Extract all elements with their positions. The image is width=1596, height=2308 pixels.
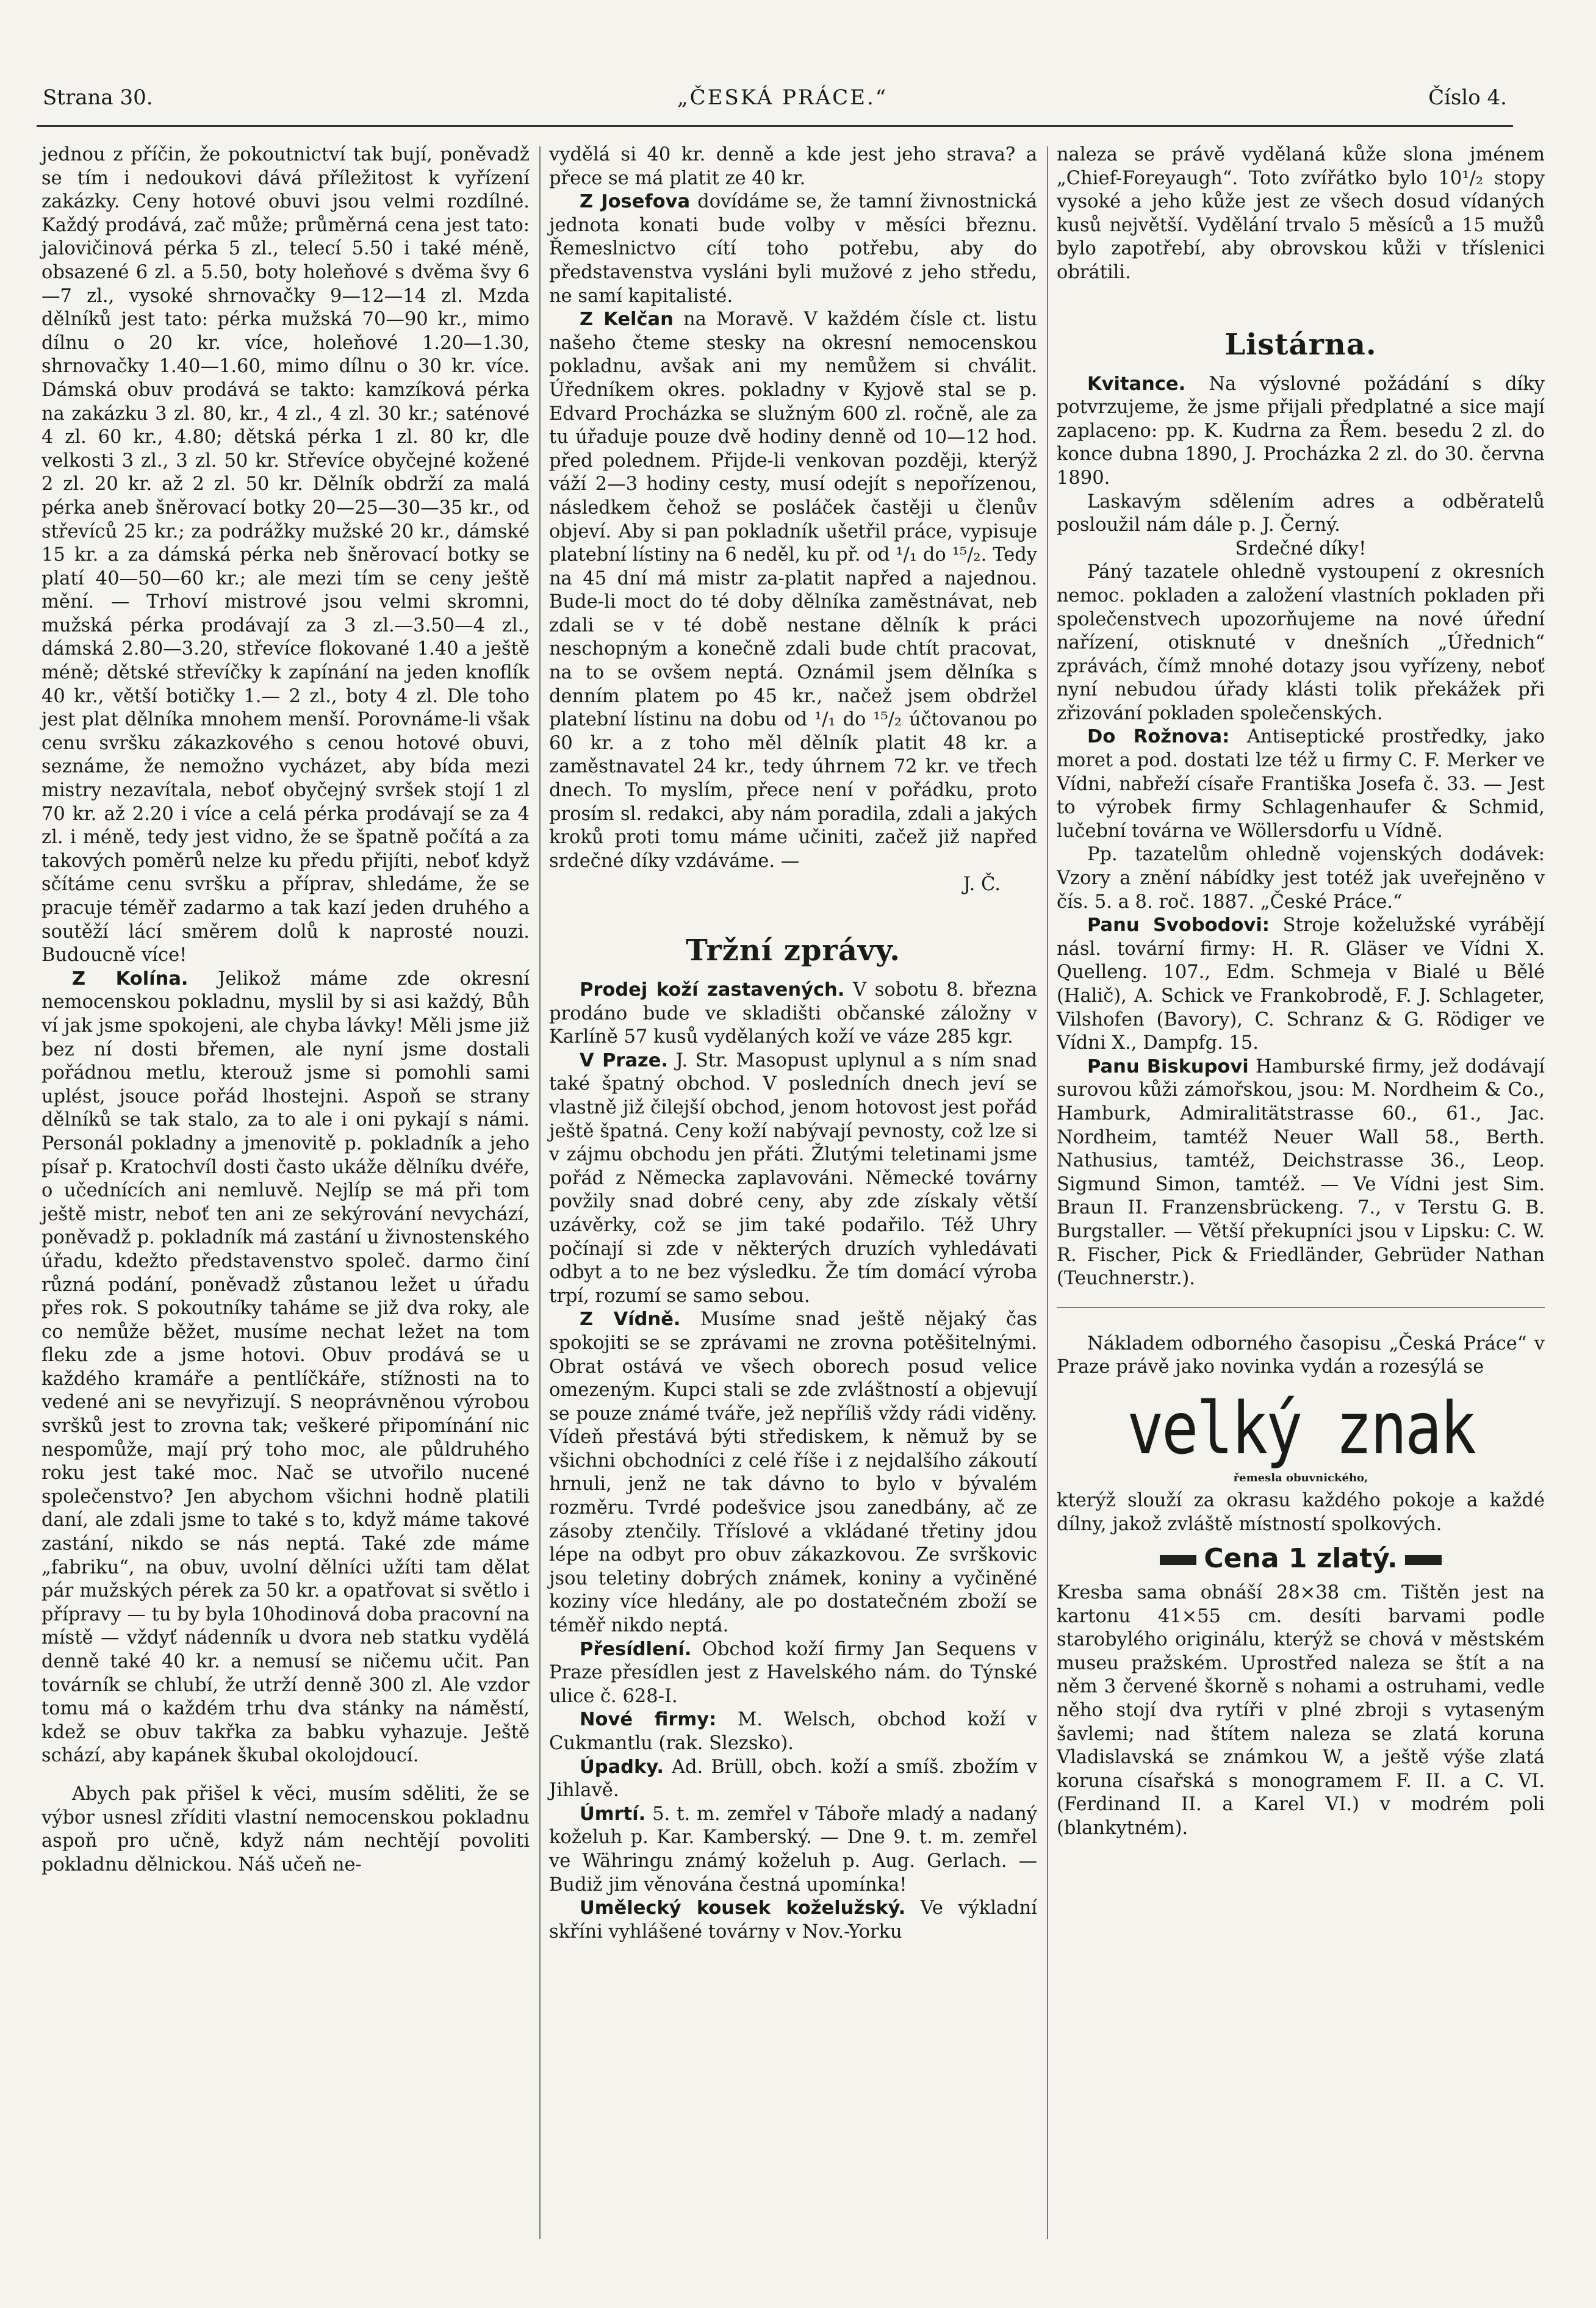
paragraph-kousek bbox=[549, 1897, 1037, 1944]
paragraph-text: 5. t. m. zemřel v Táboře mladý a nadaný koželuh p. Kar. Kamberský. — Dne 9. t. m. zemřel ve Währingu známý koželuh p. Aug. Gerlach. — Budiž jim věnována čestná upomínka! bbox=[549, 1803, 1037, 1896]
paragraph: jednou z příčin, že pokoutnictví tak bují, poněvadž se tím i nedoukovi dává příležitost k vyřízení zakázky. Ceny hotové obuvi jsou velmi rozdílné. Každý prodává, zač může; průměrná cena jest tato: jalovičinová pérka 5 zl., telecí 5.50 i také méně, obsazené 6 zl. a 5.50, boty holeňové s dvěma švy 6—7 zl., vysoké shrnovačky 9—12—14 zl. Mzda dělníků jest tato: pérka mužská 70—90 kr., mimo dílnu o 20 kr. více, holeňové 1.20—1.30, shrnovačky 1.40—1.60, mimo dílnu o 30 kr. více. Dámská obuv prodává se takto: kamzíková pérka na zakázku 3 zl. 80, kr., 4 zl., 4 zl. 30 kr.; saténové 4 zl. 60 kr., 4.80; dětská pérka 1 zl. 80 kr, dle velkosti 3 zl., 3 zl. 50 kr. Střevíce obyčejné kožené 2 zl. 20 kr. až 2 zl. 50 kr. Dělník obdrží za malá pérka aneb šněrovací botky 20—25—30—35 kr., od střevíců 25 kr.; za podrážky mužské 20 kr., dámské 15 kr. a za dámská pérka neb šněrovací botky se platí 40—50—60 kr.; ale mezi tím se ceny ještě mění. — Trhoví mistrové jsou velmi skromni, mužská pérka prodávají za 3 zl.—3.50—4 zl., dámská 2.80—3.20, střevíce flokované 1.40 a ještě méně; dětské střevíčky k zapínání na jeden knoflík 40 kr., větší botičky 1.— 2 zl., boty 4 zl. Dle toho jest plat dělníka mnohem menší. Porovnáme-li však cenu svršku zákazkového s cenou hotové obuvi, seznáme, že nemožno vycházet, aby bída mezi mistry nezavítala, neboť obyčejný svršek stojí 1 zl 70 kr. až 2.20 i více a celá pérka prodávají se za 4 zl. i méně, tedy jest vidno, že se špatně počítá a za takových poměrů nelze ku předu přijíti, neboť když sčítáme cenu svršku a příprav, shledáme, že se pracuje téměř zadarmo a tak kazí jeden druhého a soutěží lácí směrem dolů k naprosté nouzi. Budoucně více! bbox=[41, 144, 530, 966]
section-heading: Panu Svobodovi: bbox=[1087, 915, 1270, 937]
section-heading: Úmrtí. bbox=[580, 1803, 646, 1825]
advert-price bbox=[1057, 1542, 1545, 1575]
paragraph-josefov bbox=[549, 190, 1037, 308]
section-heading: Nové firmy: bbox=[580, 1709, 717, 1731]
paragraph-biskupovi bbox=[1057, 1055, 1545, 1291]
paragraph-text: Stroje koželužské vyrábějí násl. tovární firmy: H. R. Gläser ve Vídni X. Quelleng. 107., Edm. Schmeja v Bialé u Bělé (Halič), A. Schick ve Frankobrodě, F. J. Schlageter, Vilshofen (Bavory), C. Schranz & G. Rödiger ve Vídni X., Dampfg. 15. bbox=[1057, 915, 1545, 1054]
section-heading: V Praze. bbox=[580, 1049, 669, 1071]
paragraph-kolin bbox=[41, 968, 530, 1768]
paragraph-text: V sobotu 8. března prodáno bude ve skladišti občanské záložny v Karlíně 57 kusů vydělaných koží ve váze 285 kgr. bbox=[549, 979, 1037, 1048]
thanks: Srdečné díky! bbox=[1235, 537, 1367, 559]
paragraph-viden bbox=[549, 1308, 1037, 1638]
paragraph-roznov bbox=[1057, 725, 1545, 843]
paragraph-text: Ve výkladní skříni vyhlášené továrny v Nov.-Yorku bbox=[549, 1897, 1037, 1943]
page-number: Strana 30. bbox=[43, 85, 153, 110]
pointing-hand-icon bbox=[1160, 1555, 1196, 1565]
header-rule bbox=[37, 125, 1513, 127]
signature: J. Č. bbox=[963, 874, 1001, 896]
paragraph-umrti bbox=[549, 1803, 1037, 1897]
section-heading: Přesídlení. bbox=[580, 1638, 692, 1660]
paragraph-text: Antiseptické prostředky, jako moret a pod. dostati lze též u firmy C. F. Merker ve Vídni, nabřeží císaře Františka Josefa č. 33. — Jest to výrobek firmy Schlagenhaufer & Schmid, lučební továrna ve Wöllersdorfu u Vídně. bbox=[1057, 726, 1545, 842]
paragraph: Abych pak přišel k věci, musím sděliti, že se výbor usnesl zříditi vlastní nemocenskou pokladnu aspoň pro učně, když nám nechtějí povoliti pokladnu dělnickou. Náš učeň ne- bbox=[41, 1783, 530, 1875]
section-heading: Do Rožnova: bbox=[1087, 726, 1230, 748]
section-heading: Kvitance. bbox=[1087, 373, 1186, 395]
paragraph-text: Hamburské firmy, jež dodávají surovou kůži zámořskou, jsou: M. Nordheim & Co., Hamburk, Admiralitätstrasse 60., 61., Jac. Nordheim, tamtéž Neuer Wall 58., Berth. Nathusius, tamtéž, Deichstrasse 36., Leop. Sigmund Simon, tamtéž. — Ve Vídni jest Sim. Braun II. Franzensbrückeng. 7., v Terstu G. B. Burgstaller. — Větší překupníci jsou v Lipsku: C. W. R. Fischer, Pick & Friedländer, Gebrüder Nathan (Teuchnerstr.). bbox=[1057, 1055, 1545, 1290]
paragraph-praha bbox=[549, 1049, 1037, 1309]
paragraph-prodej bbox=[549, 979, 1037, 1049]
section-heading: Z Kolína. bbox=[72, 968, 189, 990]
journal-title: „ČESKÁ PRÁCE.“ bbox=[677, 85, 888, 110]
paragraph: Pp. tazatelům ohledně vojenských dodávek: Vzory a znění nábídky jest totéž jak uveřejněno v čís. 5. a 8. roč. 1887. „České Práce.“ bbox=[1057, 844, 1545, 913]
section-heading: Z Kelčan bbox=[580, 309, 674, 331]
paragraph-text: na Moravě. V každém čísle ct. listu našeho čteme stesky na okresní nemocenskou pokladnu, avšak ani my nemůžem si chválit. Úředníkem okres. pokladny v Kyjově stal se p. Edvard Procházka se služným 600 zl. ročně, ale za tu úřaduje pouze dvě hodiny denně od 10—12 hod. před polednem. Přijde-li venkovan později, kterýž váží 2—3 hodiny cesty, musí odejít s nepořízenou, následkem čehož se posláček častěji u členův objeví. Aby si pan pokladník ušetřil práce, vypisuje platební lístiny na 6 neděl, ku př. od ¹/₁ do ¹⁵/₂. Tedy na 45 dní má mistr za-platit napřed a najednou. Bude-li moct do té doby dělníka zaměstnávat, neb zdali se v té době nestane dělník k práci neschopným a konečně zdali bude chtít pracovat, na to se ovšem neptá. Oznámil jsem dělníka s denním platem po 45 kr., načež jsem obdržel platební lístinu na dobu od ¹/₁ do ¹⁵/₂ účtovanou po 60 kr. a z toho měl dělník platit 48 kr. a zaměstnavatel 24 kr., tedy úhrnem 72 kr. ve třech dnech. To myslím, přece není v pořádku, proto prosím sl. redakci, aby nám poradila, zdali a jakých kroků proti tomu máme učiniti, začež již napřed srdečné díky vzdáváme. — bbox=[549, 309, 1037, 872]
paragraph-text: dovídáme se, že tamní živnostnická jednota konati bude volby v měsíci březnu. Řemeslnictvo cítí toho potřebu, aby do představenstva vysláni byli mužové z jeho středu, ne samí kapitalisté. bbox=[549, 191, 1037, 307]
paragraph-text: Ad. Brüll, obch. koží a smíš. zbožím v Jihlavě. bbox=[549, 1756, 1038, 1802]
paragraph-presidleni bbox=[549, 1638, 1037, 1709]
advert-subtitle: řemesla obuvnického, bbox=[1233, 1471, 1368, 1484]
paragraph: naleza se právě vydělaná kůže slona jménem „Chief-Foreyaugh“. Toto zvířátko bylo 10¹/₂ stopy vysoké a jeho kůže jest ze všech dosud vídaných kusů největší. Vydělání trvalo 5 měsíců a 15 mužů bylo zapotřebí, aby obrovskou kůži v tříslenici obrátili. bbox=[1057, 144, 1545, 283]
section-heading: Umělecký kousek koželužský. bbox=[580, 1897, 906, 1919]
column-1 bbox=[41, 143, 530, 1877]
paragraph-svobodovi bbox=[1057, 914, 1545, 1055]
paragraph-text: Musíme snad ještě nějaký čas spokojiti se se zprávami ne zrovna potěšitelnými. Obrat ostává ve všech oborech posud velice omezeným. Kupci stali se zde zvláštností a objevují se pouze známé tváře, jež nepříliš vždy rádi viděny. Vídeň přestává býti střediskem, k němuž by se všichni obchodníci z celé říše i z nejdalšího zákoutí hrnuli, jenž ne tak dávno to bylo v bývalém rozměru. Tvrdé podešvice jsou zanedbány, ač ze zásoby ztenčily. Tříslové a vkládané třetiny jdou lépe na odbyt pro obuv zákazkovou. Ze svrškovic jsou teletiny dobrých známek, koniny a vyčiněné koziny více hledány, ale po dostatečném zboží se téměř nikdo neptá. bbox=[549, 1309, 1037, 1637]
column-divider bbox=[539, 146, 541, 2239]
section-heading: Z Josefova bbox=[580, 191, 691, 213]
paragraph-kelcan bbox=[549, 308, 1037, 873]
section-heading: Panu Biskupovi bbox=[1087, 1055, 1249, 1077]
divider bbox=[1057, 1307, 1545, 1308]
column-2 bbox=[549, 143, 1037, 1944]
advert-intro: Nákladem odborného časopisu „Česká Práce“ v Praze právě jako novinka vydán a rozesýlá se bbox=[1057, 1332, 1545, 1378]
listarna-title: Listárna. bbox=[1224, 327, 1377, 362]
market-title: Tržní zprávy. bbox=[686, 933, 900, 968]
column-divider bbox=[1047, 146, 1048, 2239]
section-heading: Z Vídně. bbox=[580, 1309, 681, 1331]
issue-number: Číslo 4. bbox=[1428, 85, 1507, 110]
pointing-hand-icon bbox=[1405, 1555, 1442, 1565]
paragraph-text: Jelikož máme zde okresní nemocenskou pokladnu, myslil by si asi každý, Bůh ví jak jsme spokojeni, ale chyba lávky! Měli jsme již bez ní dosti břemen, ale nyní jsme dostali pořádnou metlu, kterouž jsme si pomohli sami uplést, jsouce pořád lhostejni. Aspoň se strany dělníků se tak stalo, za to ale i oni pykají s námi. Personál pokladny a jmenovitě p. pokladník a jeho písař p. Kratochvíl dosti často ukáže dělníku dvéře, o učednících ani nemluvě. Nejlíp se má při tom ještě mistr, neboť ten ani ze sekýrování nevychází, poněvadž p. pokladník má zastání u živnostenského úřadu, kdežto představenstvo společ. darmo činí různá podání, poněvadž zůstanou ležet u úřadu přes rok. S pokoutníky taháme se již dva roky, ale co nemůže běžet, musíme nechat ležet na tom fleku zde a jsme hotovi. Obuv prodává se u každého kramáře a pentlíčkáře, stížnosti na to vedené ani se nevyřizují. S neoprávněnou výrobou svršků jest to zrovna tak; veškeré připomínání nic nespomůže, mají prý toho moc, ale půldruhého roku jest také moc. Nač se utvořilo nucené společenstvo? Jen abychom všichni hodně platili daní, ale zdali jsme to také s to, když máme takové zastání, nikdo se nás neptá. Také zde máme „fabriku“, na obuv, uvolní dělníci užíti tam dělat pár mužských pérek za 50 kr. a opatřovat si světlo i přípravy — tu by byla 10hodinová doba pracovní na místě — vždyť nádenník u dvora neb statku vydělá denně také 40 kr. a nemusí se ničemu učit. Pan továrník se chlubí, že utrží denně 300 zl. Ale vzdor tomu má o každém trhu dva stánky na náměstí, kdež se obuv takřka za babku vyhazuje. Ještě schází, aby kapánek škubal okolojdoucí. bbox=[41, 968, 530, 1767]
paragraph-kvitance bbox=[1057, 373, 1545, 491]
section-heading: Prodej koží zastavených. bbox=[580, 979, 845, 1001]
section-heading: Úpadky. bbox=[580, 1756, 664, 1778]
price-label: Cena 1 zlatý. bbox=[1204, 1543, 1398, 1575]
paragraph-firmy bbox=[549, 1708, 1037, 1755]
paragraph: Páný tazatele ohledně vystoupení z okresních nemoc. pokladen a založení vlastních pokladen při společenstvech upozorňujeme na nové úřední nařízení, otisknuté v dnešních „Úřednich“ zprávách, čímž mnohé dotazy jsou vyřízeny, neboť nyní nebudou úřady klásti tolik překážek při zřizování pokladen společenských. bbox=[1057, 561, 1545, 724]
column-3 bbox=[1057, 143, 1545, 1841]
paragraph-text: J. Str. Masopust uplynul a s ním snad také špatný obchod. V posledních dnech jeví se vlastně již čilejší obchod, jenom hotovost jest pořád ještě špatná. Ceny koží nabývají pevnosty, což lze si v zájmu obchodu jen přáti. Žlutými teletinami jsme pořád z Německa zaplavováni. Německé továrny povžily snad dobré ceny, aby zde získaly větší uzávěrky, což se jim také podařilo. Též Uhry počínají si zde v některých druzích vyhledávati odbyt a to ne bez výsledku. Že tím domácí výroba trpí, rozumí se samo sebou. bbox=[549, 1049, 1037, 1307]
advert-text: kterýž slouží za okrasu každého pokoje a každé dílny, jakož zvláště místností spolkových. bbox=[1057, 1489, 1545, 1535]
paragraph-text: Obchod koží firmy Jan Sequens v Praze přesídlen jest z Havelského nám. do Týnské ulice č. 628-I. bbox=[549, 1638, 1037, 1707]
paragraph-text: M. Welsch, obchod koží v Cukmantlu (rak. Slezsko). bbox=[549, 1709, 1037, 1754]
paragraph: vydělá si 40 kr. denně a kde jest jeho strava? a přece se má platit ze 40 kr. bbox=[549, 144, 1037, 189]
paragraph-upadky bbox=[549, 1756, 1037, 1803]
paragraph-text: Na výslovné požádání s díky potvrzujeme, že jsme přijali předplatné a sice mají zaplaceno: pp. K. Kudrna za Řem. besedu 2 zl. do konce dubna 1890, J. Procházka 2 zl. do 30. června 1890. bbox=[1057, 373, 1545, 489]
advert-headline: velký znak bbox=[1127, 1386, 1475, 1470]
paragraph: Laskavým sdělením adres a odběratelů posloužil nám dále p. J. Černý. bbox=[1057, 491, 1545, 536]
page-header bbox=[43, 85, 1507, 128]
advert-description: Kresba sama obnáší 28×38 cm. Tištěn jest na kartonu 41×55 cm. desíti barvami podle starobylého originálu, kterýž se chová v městském museu pražském. Uprostřed naleza se štít a na něm 3 červené škorně s nohami a ostruhami, vedle něho stojí dva rytíři v plné zbroji s vytaseným šavlemi; nad štítem naleza se zlatá koruna Vladislavská se známkou W, a ještě výše zlatá koruna císařská s monogramem F. II. a C. VI. (Ferdinand II. a Karel VI.) v modrém poli (blankytném). bbox=[1057, 1582, 1545, 1839]
